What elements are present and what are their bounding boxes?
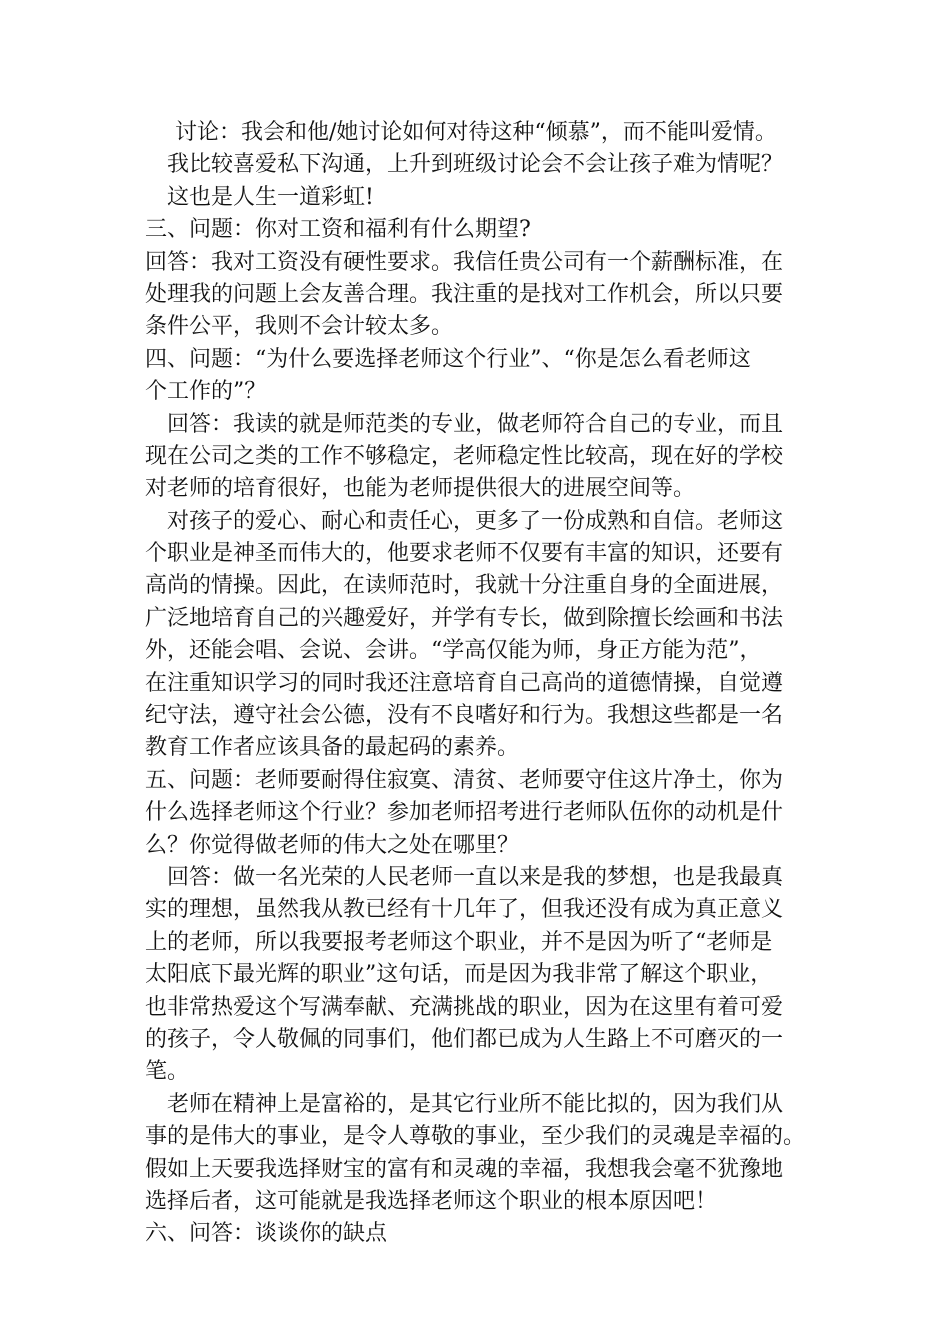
text-line: 高尚的情操。因此，在读师范时，我就十分注重自身的全面进展，: [145, 573, 784, 599]
text-line: 广泛地培育自己的兴趣爱好，并学有专长，做到除擅长绘画和书法: [145, 605, 784, 631]
text-line: 什么选择老师这个行业？参加老师招考进行老师队伍你的动机是什: [145, 800, 784, 826]
text-line: 回答：做一名光荣的人民老师一直以来是我的梦想，也是我最真: [167, 864, 784, 890]
text-line: 笔。: [145, 1059, 190, 1085]
text-line: 处理我的问题上会友善合理。我注重的是找对工作机会，所以只要: [145, 281, 784, 307]
text-line: 这也是人生一道彩虹!: [167, 184, 374, 210]
text-line: 四、问题：“为什么要选择老师这个行业”、“你是怎么看老师这: [145, 346, 751, 372]
text-line: 外，还能会唱、会说、会讲。“学高仅能为师，身正方能为范”，: [145, 638, 762, 664]
text-line: 在注重知识学习的同时我还注意培育自己高尚的道德情操，自觉遵: [145, 670, 784, 696]
text-line: 上的老师，所以我要报考老师这个职业，并不是因为听了“老师是: [145, 929, 773, 955]
text-line: 回答：我读的就是师范类的专业，做老师符合自己的专业，而且: [167, 411, 784, 437]
text-line: 五、问题：老师要耐得住寂寞、清贫、老师要守住这片净土，你为: [145, 767, 784, 793]
text-line: 对老师的培育很好，也能为老师提供很大的进展空间等。: [145, 476, 696, 502]
text-line: 我比较喜爱私下沟通，上升到班级讨论会不会让孩子难为情呢？: [167, 152, 784, 178]
document-body: [145, 117, 815, 1251]
text-line: 选择后者，这可能就是我选择老师这个职业的根本原因吧！: [145, 1188, 718, 1214]
text-line: 三、问题：你对工资和福利有什么期望?: [145, 217, 531, 243]
text-line: 事的是伟大的事业，是令人尊敬的事业，至少我们的灵魂是幸福的。: [145, 1124, 806, 1150]
text-line: 讨论：我会和他/她讨论如何对待这种“倾慕”，而不能叫爱情。: [175, 120, 777, 145]
text-line: 六、问答：谈谈你的缺点: [145, 1221, 388, 1247]
text-line: 也非常热爱这个写满奉献、充满挑战的职业，因为在这里有着可爱: [145, 994, 784, 1020]
text-line: 个工作的”？: [145, 379, 267, 405]
text-line: 的孩子，令人敬佩的同事们，他们都已成为人生路上不可磨灭的一: [145, 1026, 784, 1052]
text-line: 纪守法，遵守社会公德，没有不良嗜好和行为。我想这些都是一名: [145, 703, 784, 729]
text-line: 条件公平，我则不会计较太多。: [145, 314, 454, 340]
text-line: 假如上天要我选择财宝的富有和灵魂的幸福，我想我会毫不犹豫地: [145, 1156, 784, 1182]
text-line: 对孩子的爱心、耐心和责任心，更多了一份成熟和自信。老师这: [167, 508, 784, 534]
text-line: 么？你觉得做老师的伟大之处在哪里？: [145, 832, 520, 858]
text-line: 回答：我对工资没有硬性要求。我信任贵公司有一个薪酬标准，在: [145, 249, 784, 275]
text-line: 老师在精神上是富裕的，是其它行业所不能比拟的，因为我们从: [167, 1091, 784, 1117]
text-line: 个职业是神圣而伟大的，他要求老师不仅要有丰富的知识，还要有: [145, 541, 784, 567]
text-line: 太阳底下最光辉的职业”这句话，而是因为我非常了解这个职业，: [145, 962, 773, 988]
text-line: 现在公司之类的工作不够稳定，老师稳定性比较高，现在好的学校: [145, 443, 784, 469]
text-line: 教育工作者应该具备的最起码的素养。: [145, 735, 520, 761]
text-line: 实的理想，虽然我从教已经有十几年了，但我还没有成为真正意义: [145, 897, 784, 923]
